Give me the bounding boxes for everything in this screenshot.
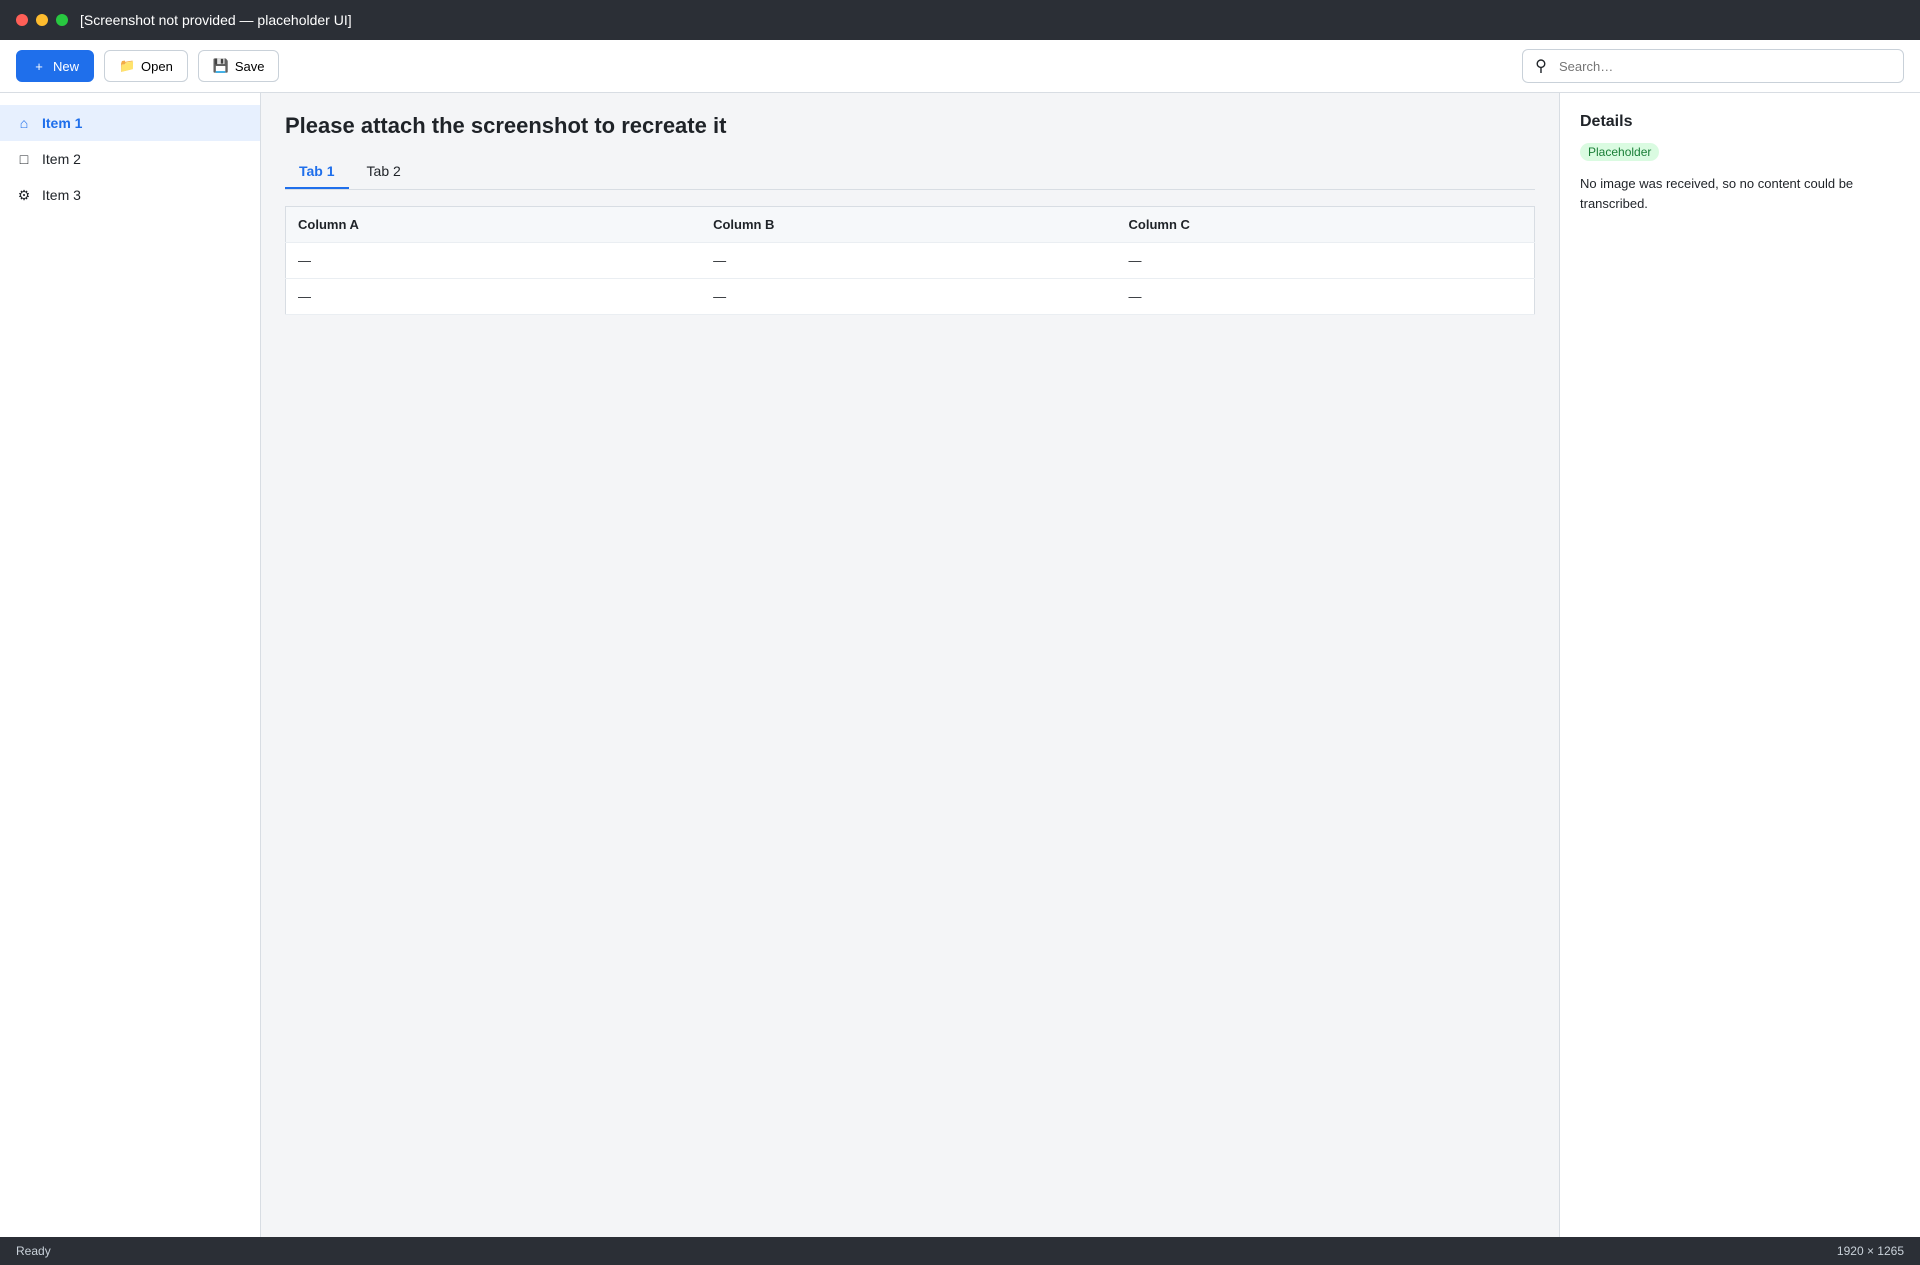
open-button[interactable] [104, 50, 188, 82]
maximize-window-button[interactable] [56, 14, 68, 26]
status-right: 1920 × 1265 [1836, 1244, 1904, 1258]
plus-icon: + [35, 58, 43, 74]
page-title: Please attach the screenshot to recreate it [285, 113, 727, 138]
search-icon: ⚲ [1535, 58, 1547, 75]
folder-icon: 📁 [119, 58, 136, 73]
sidebar-item-label: Item 2 [42, 151, 81, 167]
folder-icon: □ [19, 151, 29, 167]
toolbar [0, 40, 1920, 93]
status-badge: Placeholder [1580, 143, 1659, 161]
save-icon: 💾 [212, 58, 230, 73]
column-header[interactable]: Column C [1117, 207, 1535, 243]
panel-body: No image was received, so no content could be transcribed. [1580, 176, 1854, 211]
sidebar-item-2[interactable] [0, 141, 260, 177]
data-table [285, 206, 1535, 315]
table-cell: — [1117, 243, 1535, 279]
details-panel [1559, 93, 1920, 1237]
table-row[interactable] [286, 243, 1535, 279]
main-panel [261, 93, 1559, 1237]
sidebar-item-label: Item 1 [42, 115, 83, 131]
column-header[interactable]: Column B [701, 207, 1116, 243]
new-button[interactable] [16, 50, 94, 82]
table-row[interactable] [286, 279, 1535, 315]
minimize-window-button[interactable] [36, 14, 48, 26]
status-bar [0, 1237, 1920, 1265]
search-box [1522, 49, 1904, 83]
sidebar-item-3[interactable] [0, 177, 260, 213]
window-controls [16, 14, 68, 26]
title-bar [0, 0, 1920, 40]
status-left: Ready [16, 1244, 51, 1258]
column-header[interactable]: Column A [286, 207, 702, 243]
content-area [0, 93, 1920, 1237]
table-cell: — [701, 279, 1116, 315]
home-icon: ⌂ [19, 115, 29, 131]
table-cell: — [286, 243, 702, 279]
sidebar-item-1[interactable] [0, 105, 260, 141]
gear-icon: ⚙ [17, 186, 31, 203]
table-cell: — [701, 243, 1116, 279]
panel-title: Details [1580, 113, 1633, 130]
sidebar-item-label: Item 3 [42, 187, 81, 203]
open-button-label: Open [141, 58, 173, 74]
save-button-label: Save [234, 58, 265, 74]
table-cell: — [1117, 279, 1535, 315]
search-input[interactable] [1557, 58, 1893, 75]
sidebar [0, 93, 261, 1237]
close-window-button[interactable] [16, 14, 28, 26]
table-cell: — [286, 279, 702, 315]
tab-1[interactable]: Tab 1 [285, 155, 349, 189]
tab-2[interactable]: Tab 2 [366, 163, 401, 179]
save-button[interactable] [198, 50, 280, 82]
window-title: [Screenshot not provided — placeholder UI] [80, 12, 352, 28]
table-header-row [286, 207, 1535, 243]
tab-bar [285, 155, 1535, 190]
new-button-label: New [53, 58, 80, 74]
